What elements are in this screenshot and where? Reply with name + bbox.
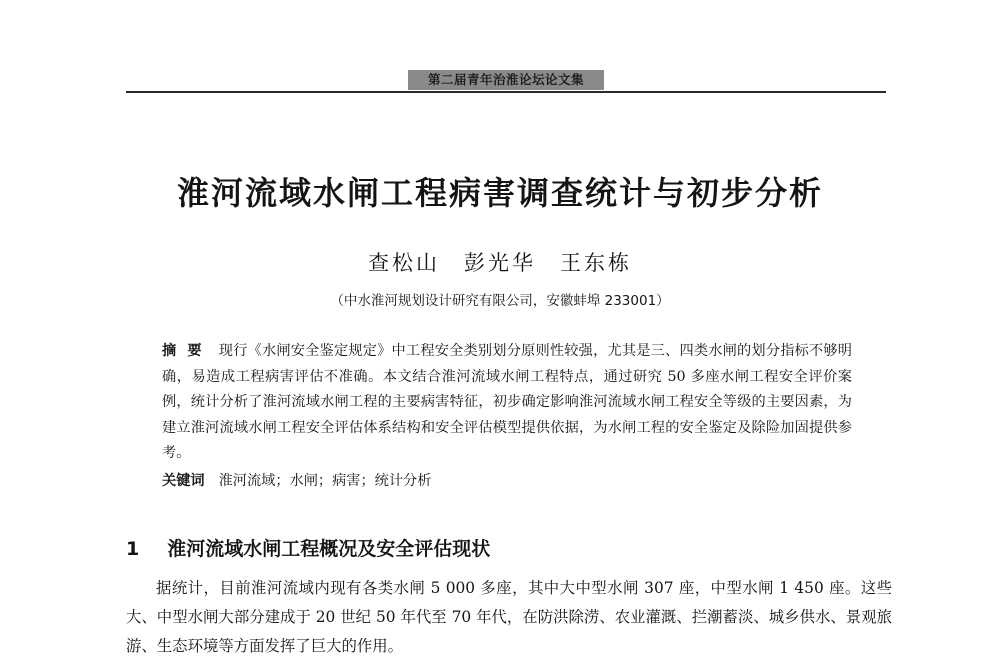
body-paragraph: 据统计，目前淮河流域内现有各类水闸 5 000 多座，其中大中型水闸 307 座，中型水闸 1 450 座。这些大、中型水闸大部分建成于 20 世纪 50 年代至 70 年代，在防洪除涝、农业灌溉、拦潮蓄淡、城乡供水、景观旅游、生态环境等方面发挥了巨大的作用。 (126, 579, 892, 655)
abstract (162, 339, 852, 467)
section-heading (126, 534, 490, 561)
affiliation: （中水淮河规划设计研究有限公司，安徽蚌埠 233001） (330, 293, 670, 309)
running-header: 第二届青年治淮论坛论文集 (408, 70, 604, 90)
keywords (162, 469, 852, 494)
abstract-label: 摘要 (162, 343, 213, 359)
keywords-text: 淮河流域；水闸；病害；统计分析 (218, 473, 432, 489)
section-number: 1 (126, 538, 140, 560)
header-rule (126, 91, 886, 93)
abstract-text: 现行《水闸安全鉴定规定》中工程安全类别划分原则性较强，尤其是三、四类水闸的划分指标不够明确，易造成工程病害评估不准确。本文结合淮河流域水闸工程特点，通过研究 50 多座水闸工程安全评价案例，统计分析了淮河流域水闸工程的主要病害特征，初步确定影响淮河流域水闸工程安全等级的主要因素，为建立淮河流域水闸工程安全评估体系结构和安全评估模型提供依据，为水闸工程的安全鉴定及除险加固提供参考。 (162, 343, 852, 461)
keywords-label: 关键词 (162, 473, 205, 489)
paper-title: 淮河流域水闸工程病害调查统计与初步分析 (176, 174, 823, 212)
authors: 查松山 彭光华 王东栋 (368, 251, 632, 275)
section-title: 淮河流域水闸工程概况及安全评估现状 (167, 538, 491, 560)
